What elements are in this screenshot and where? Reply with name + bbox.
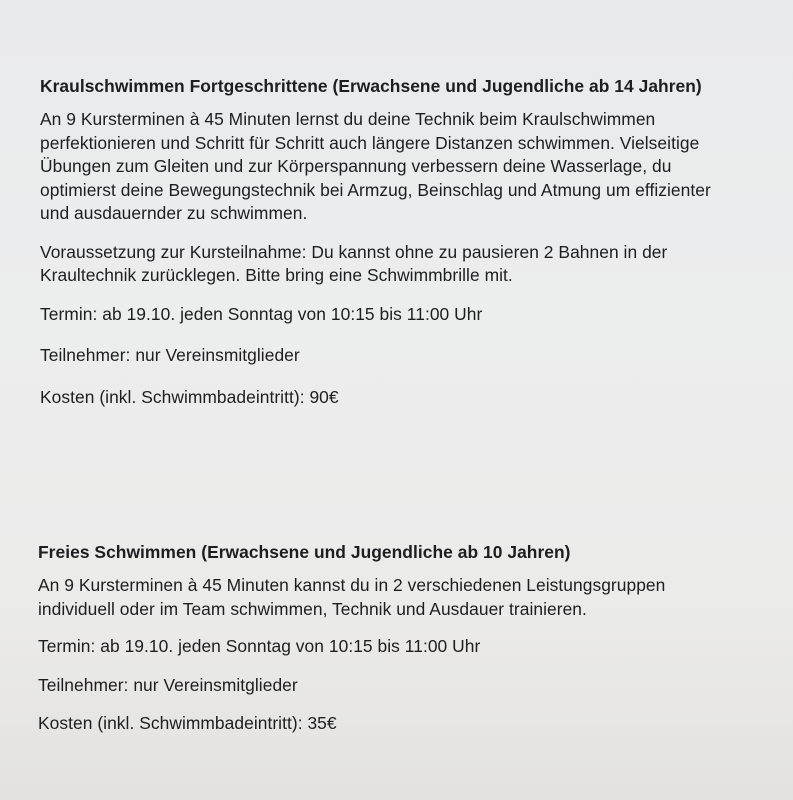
course-section-freies-schwimmen — [38, 540, 738, 751]
course-teilnehmer: Teilnehmer: nur Vereinsmitglieder — [40, 345, 300, 365]
course-requirement: Voraussetzung zur Kursteilnahme: Du kannst ohne zu pausieren 2 Bahnen in der Kraultechnik zurücklegen. Bitte bring eine Schwimmbrille mit. — [40, 241, 668, 285]
course-description: An 9 Kursterminen à 45 Minuten kannst du in 2 verschiedenen Leistungsgruppen individuell oder im Team schwimmen, Technik und Ausdauer trainieren. — [38, 575, 666, 619]
course-title: Freies Schwimmen (Erwachsene und Jugendliche ab 10 Jahren) — [38, 542, 571, 562]
course-termin: Termin: ab 19.10. jeden Sonntag von 10:15 bis 11:00 Uhr — [40, 303, 483, 324]
course-termin: Termin: ab 19.10. jeden Sonntag von 10:15 bis 11:00 Uhr — [38, 636, 481, 656]
course-section-kraulschwimmen — [40, 74, 740, 427]
course-teilnehmer: Teilnehmer: nur Vereinsmitglieder — [38, 674, 298, 695]
course-description: An 9 Kursterminen à 45 Minuten lernst du deine Technik beim Kraulschwimmen perfektionieren und Schritt für Schritt auch längere Distanzen schwimmen. Vielseitige Übungen zum Gleiten und zur Körperspannung verbessern deine Wasserlage, du optimierst deine Bewegungstechnik bei Armzug, Beinschlag und Atmung um effizienter und ausdauernder zu schwimmen. — [40, 109, 711, 223]
course-kosten: Kosten (inkl. Schwimmbadeintritt): 90€ — [40, 386, 339, 407]
course-kosten: Kosten (inkl. Schwimmbadeintritt): 35€ — [38, 713, 337, 733]
course-title: Kraulschwimmen Fortgeschrittene (Erwachsene und Jugendliche ab 14 Jahren) — [40, 76, 702, 96]
